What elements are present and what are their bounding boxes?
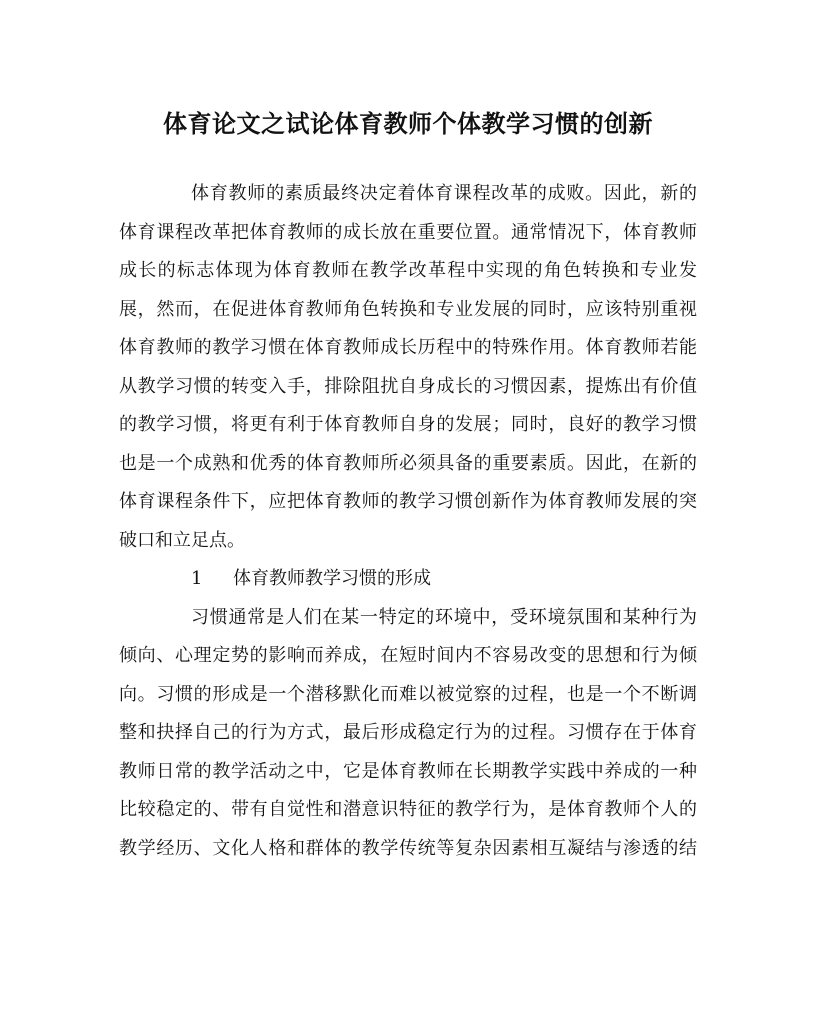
paragraph-line: 体育教师的教学习惯在体育教师成长历程中的特殊作用。体育教师若能: [119, 337, 697, 358]
section-heading: [119, 560, 697, 599]
paragraph-line: 向。习惯的形成是一个潜移默化而难以被觉察的过程，也是一个不断调: [119, 683, 697, 705]
paragraph-line: 破口和立足点。: [119, 529, 245, 551]
paragraph-line: 体育课程条件下，应把体育教师的教学习惯创新作为体育教师发展的突: [119, 491, 697, 512]
paragraph-line: 习惯通常是人们在某一特定的环境中，受环境氛围和某种行为: [191, 606, 697, 628]
section-title: 体育教师教学习惯的形成: [233, 568, 431, 589]
paragraph-line: 教师日常的教学活动之中，它是体育教师在长期教学实践中养成的一种: [119, 760, 697, 782]
paragraph-line: 成长的标志体现为体育教师在教学改革程中实现的角色转换和专业发: [119, 260, 697, 281]
document-body: [119, 175, 697, 868]
paragraph-line: 体育课程改革把体育教师的成长放在重要位置。通常情况下，体育教师: [119, 221, 697, 243]
paragraph-line: 从教学习惯的转变入手，排除阻扰自身成长的习惯因素，提炼出有价值: [119, 375, 697, 397]
section-number: 1: [191, 568, 203, 589]
document-title: 体育论文之试论体育教师个体教学习惯的创新: [163, 110, 653, 138]
paragraph-line: 展，然而，在促进体育教师角色转换和专业发展的同时，应该特别重视: [119, 298, 697, 320]
paragraph-line: 的教学习惯，将更有利于体育教师自身的发展；同时，良好的教学习惯: [119, 414, 697, 435]
paragraph-line: 整和抉择自己的行为方式，最后形成稳定行为的过程。习惯存在于体育: [119, 722, 697, 743]
paragraph-line: 体育教师的素质最终决定着体育课程改革的成败。因此，新的: [191, 183, 697, 204]
paragraph-line: 比较稳定的、带有自觉性和潜意识特征的教学行为，是体育教师个人的: [119, 799, 697, 820]
paragraph-line: 倾向、心理定势的影响而养成，在短时间内不容易改变的思想和行为倾: [119, 645, 697, 666]
paragraph-line: 教学经历、文化人格和群体的教学传统等复杂因素相互凝结与渗透的结: [119, 837, 697, 859]
paragraph-line: 也是一个成熟和优秀的体育教师所必须具备的重要素质。因此，在新的: [119, 452, 697, 474]
